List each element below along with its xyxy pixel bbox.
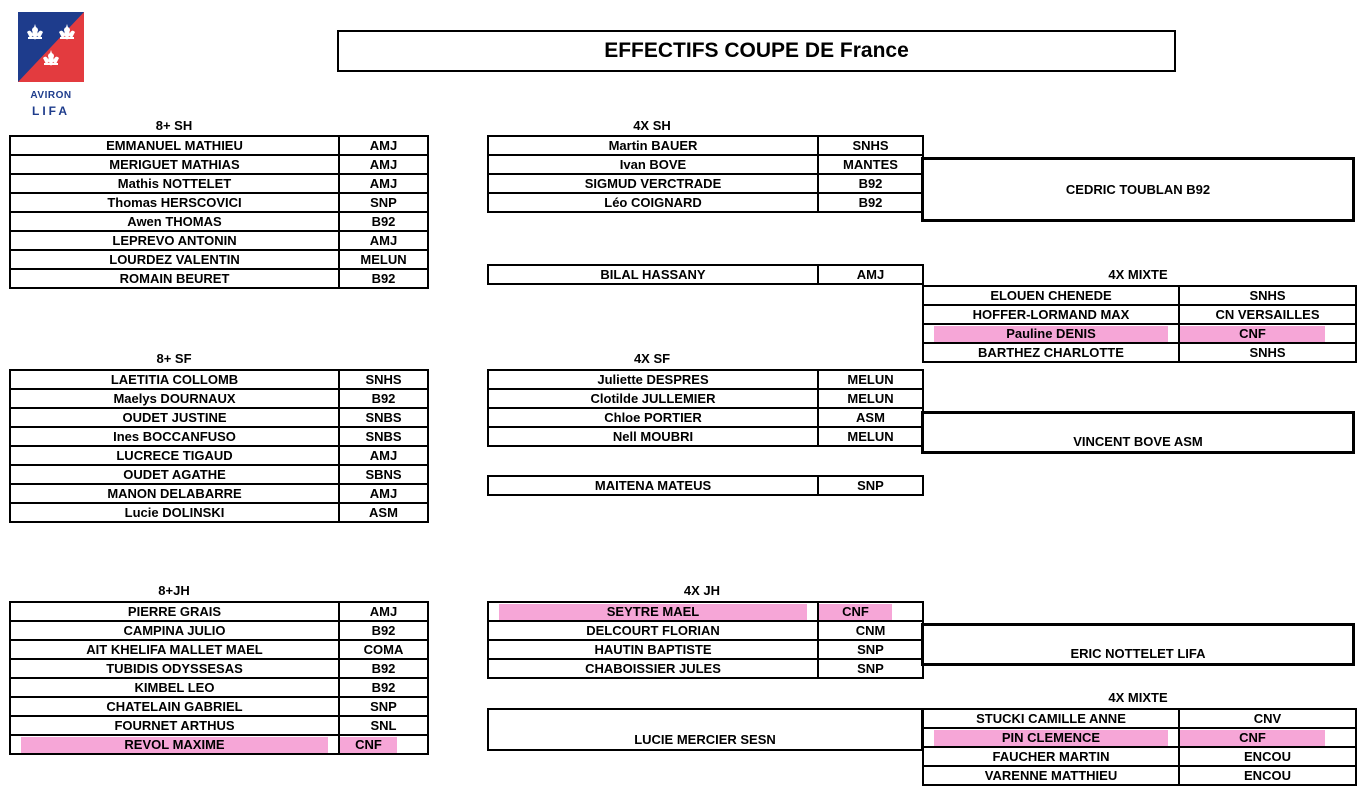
club-code-text: ASM [856,409,885,425]
table-row [10,621,428,640]
athlete-name [10,446,339,465]
athlete-name-text: Nell MOUBRI [612,428,694,444]
table-row [923,324,1356,343]
athlete-name [488,136,818,155]
athlete-name [10,716,339,735]
club-code [339,193,428,212]
table-row [923,286,1356,305]
athlete-name-text: LUCRECE TIGAUD [116,447,233,463]
club-code-text: CNF [1180,326,1325,342]
club-code-text: SNBS [365,409,402,425]
club-code-text: B92 [371,213,396,229]
club-code-text: B92 [858,194,883,210]
athlete-name [10,697,339,716]
athlete-name [923,305,1179,324]
athlete-name [10,174,339,193]
club-code-text: AMJ [369,232,398,248]
athlete-name-text: Martin BAUER [608,137,698,153]
table-8-sf [9,369,429,523]
athlete-name-text: STUCKI CAMILLE ANNE [976,710,1126,726]
coach-box-lucie: LUCIE MERCIER SESN [487,708,923,751]
club-code-text: AMJ [369,175,398,191]
club-code [1179,747,1356,766]
table-row [10,174,428,193]
athlete-name-text: Ivan BOVE [619,156,687,172]
club-code [339,136,428,155]
club-code-text: MELUN [360,251,407,267]
club-code [818,621,923,640]
athlete-name-text: SEYTRE MAEL [499,604,807,620]
athlete-name-text: Ines BOCCANFUSO [113,428,236,444]
table-row [10,735,428,754]
table-row [923,709,1356,728]
athlete-name-text: TUBIDIS ODYSSESAS [106,660,243,676]
athlete-name [10,193,339,212]
club-code [1179,286,1356,305]
club-code [339,659,428,678]
table-row [923,766,1356,785]
athlete-name-text: ELOUEN CHENEDE [990,287,1112,303]
athlete-name-text: Lucie DOLINSKI [124,504,225,520]
table-row [10,484,428,503]
club-code [818,174,923,193]
club-code-text: ENCOU [1244,767,1291,783]
club-code [339,678,428,697]
club-code: SNP [818,476,923,495]
club-code-text: SNP [857,660,884,676]
header-8-sf: 8+ SF [156,351,192,366]
table-row [10,602,428,621]
club-code-text: B92 [371,390,396,406]
athlete-name [488,408,818,427]
coach-box-eric: ERIC NOTTELET LIFA [921,623,1355,666]
club-code [818,659,923,678]
club-code [818,389,923,408]
coach-box-cedric: CEDRIC TOUBLAN B92 [921,157,1355,222]
table-4x-jh [487,601,924,679]
club-code [818,427,923,446]
club-code-text: COMA [363,641,404,657]
club-code [339,735,428,754]
athlete-name [488,193,818,212]
athlete-name-text: LAETITIA COLLOMB [110,371,239,387]
table-row [488,136,923,155]
table-row [488,174,923,193]
club-code-text: SBNS [365,466,402,482]
athlete-name-text: KIMBEL LEO [134,679,215,695]
table-4x-sf [487,369,924,447]
athlete-name [488,174,818,193]
club-code-text: B92 [371,622,396,638]
club-code [818,408,923,427]
club-code-text: MELUN [847,428,894,444]
club-code-text: SNL [370,717,397,733]
athlete-name-text: LEPREVO ANTONIN [112,232,237,248]
table-row [10,250,428,269]
club-code [339,640,428,659]
athlete-name-text: Juliette DESPRES [597,371,709,387]
club-code [1179,324,1356,343]
athlete-name [10,735,339,754]
athlete-name-text: Léo COIGNARD [604,194,702,210]
logo-text-aviron: AVIRON [30,90,72,101]
table-row [10,659,428,678]
extra-row-1 [487,264,924,285]
club-code [339,408,428,427]
athlete-name [488,427,818,446]
table-row [10,640,428,659]
club-code: AMJ [818,265,923,284]
athlete-name-text: VARENNE MATTHIEU [984,767,1118,783]
club-code-text: AMJ [369,447,398,463]
athlete-name [923,343,1179,362]
club-code-text: B92 [371,660,396,676]
club-code [339,212,428,231]
table-row [10,389,428,408]
extra-row-2 [487,475,924,496]
athlete-name-text: Awen THOMAS [127,213,222,229]
club-code-text: SNP [857,641,884,657]
club-code [1179,728,1356,747]
club-code [339,716,428,735]
header-4x-sh: 4X SH [633,118,671,133]
athlete-name-text: Pauline DENIS [934,326,1168,342]
club-code-text: CNF [1180,730,1325,746]
club-code [339,370,428,389]
table-row [10,231,428,250]
table-row [10,155,428,174]
club-code-text: CNF [340,737,397,753]
club-code [339,602,428,621]
coach-box-vincent: VINCENT BOVE ASM [921,411,1355,454]
table-row [923,747,1356,766]
page-title: EFFECTIFS COUPE DE France [337,30,1176,72]
table-row [10,427,428,446]
club-code [339,250,428,269]
athlete-name [10,136,339,155]
athlete-name-text: EMMANUEL MATHIEU [106,137,243,153]
athlete-name [10,659,339,678]
athlete-name-text: OUDET JUSTINE [122,409,227,425]
athlete-name [923,766,1179,785]
club-code [818,136,923,155]
header-4x-jh: 4X JH [683,583,721,598]
club-code-text: AMJ [369,485,398,501]
club-code [818,193,923,212]
athlete-name-text: CHABOISSIER JULES [585,660,721,676]
table-row [488,408,923,427]
club-code-text: SNBS [365,428,402,444]
table-row [488,621,923,640]
athlete-name-text: Clotilde JULLEMIER [590,390,716,406]
table-row [488,265,923,284]
header-8-jh: 8+JH [158,583,190,598]
table-row [10,193,428,212]
club-code [339,269,428,288]
club-code-text: MELUN [847,390,894,406]
club-code [339,621,428,640]
club-code-text: CN VERSAILLES [1215,306,1320,322]
athlete-name-text: HOFFER-LORMAND MAX [972,306,1130,322]
table-row [488,389,923,408]
table-row [923,305,1356,324]
club-code-text: MELUN [847,371,894,387]
table-row [10,269,428,288]
table-row [488,659,923,678]
athlete-name-text: OUDET AGATHE [123,466,226,482]
athlete-name [488,621,818,640]
table-row [488,476,923,495]
club-code-text: SNHS [1249,344,1286,360]
table-row [10,212,428,231]
club-code-text: ASM [369,504,398,520]
header-4x-mixte-1: 4X MIXTE [1108,267,1168,282]
header-8-sh: 8+ SH [155,118,193,133]
athlete-name-text: SIGMUD VERCTRADE [584,175,722,191]
table-row [10,697,428,716]
club-code-text: ENCOU [1244,748,1291,764]
table-8-sh [9,135,429,289]
athlete-name [10,465,339,484]
table-row [488,602,923,621]
athlete-name [10,155,339,174]
athlete-name [488,640,818,659]
athlete-name-text: MANON DELABARRE [107,485,242,501]
athlete-name [923,709,1179,728]
club-code [339,155,428,174]
athlete-name-text: DELCOURT FLORIAN [586,622,720,638]
club-code [339,174,428,193]
athlete-name: MAITENA MATEUS [488,476,818,495]
athlete-name-text: MERIGUET MATHIAS [109,156,240,172]
club-code-text: CNF [819,604,892,620]
club-code [818,602,923,621]
table-4x-mixte-2 [922,708,1357,786]
athlete-name-text: AIT KHELIFA MALLET MAEL [86,641,263,657]
table-row [10,716,428,735]
athlete-name-text: CHATELAIN GABRIEL [106,698,243,714]
athlete-name [488,602,818,621]
table-row [10,446,428,465]
table-row [488,155,923,174]
club-code [1179,305,1356,324]
club-code [1179,766,1356,785]
athlete-name-text: Chloe PORTIER [604,409,702,425]
logo-text-lifa: LIFA [32,104,70,118]
club-code [339,446,428,465]
table-4x-sh [487,135,924,213]
athlete-name-text: Maelys DOURNAUX [113,390,236,406]
club-code-text: SNHS [852,137,889,153]
club-code [818,370,923,389]
athlete-name [488,155,818,174]
club-code [339,427,428,446]
club-code-text: B92 [371,270,396,286]
athlete-name [10,503,339,522]
club-code [818,155,923,174]
club-code-text: CNV [1253,710,1282,726]
athlete-name-text: ROMAIN BEURET [119,270,230,286]
table-row [10,136,428,155]
header-4x-sf: 4X SF [633,351,671,366]
athlete-name-text: PIN CLEMENCE [934,730,1168,746]
athlete-name [10,231,339,250]
table-4x-mixte-1 [922,285,1357,363]
table-row [10,678,428,697]
club-code [339,465,428,484]
club-code-text: SNHS [1249,287,1286,303]
athlete-name [10,250,339,269]
athlete-name-text: CAMPINA JULIO [123,622,226,638]
athlete-name: BILAL HASSANY [488,265,818,284]
athlete-name [10,602,339,621]
athlete-name [10,370,339,389]
table-row [488,370,923,389]
athlete-name [488,370,818,389]
athlete-name [488,659,818,678]
athlete-name-text: REVOL MAXIME [21,737,328,753]
club-code [339,389,428,408]
club-code [339,484,428,503]
athlete-name [10,269,339,288]
table-row [923,343,1356,362]
athlete-name [923,747,1179,766]
athlete-name-text: HAUTIN BAPTISTE [594,641,712,657]
header-4x-mixte-2: 4X MIXTE [1108,690,1168,705]
table-row [10,370,428,389]
club-code [339,697,428,716]
club-code-text: B92 [371,679,396,695]
club-code [1179,343,1356,362]
athlete-name [10,427,339,446]
club-code-text: AMJ [369,137,398,153]
athlete-name [923,286,1179,305]
athlete-name [923,728,1179,747]
athlete-name-text: FAUCHER MARTIN [992,748,1110,764]
club-code-text: AMJ [369,603,398,619]
aviron-lifa-logo [18,12,84,82]
club-code [1179,709,1356,728]
athlete-name [10,640,339,659]
athlete-name-text: BARTHEZ CHARLOTTE [978,344,1124,360]
club-code-text: SNHS [365,371,402,387]
athlete-name-text: FOURNET ARTHUS [114,717,235,733]
table-row [10,503,428,522]
club-code [339,231,428,250]
table-8-jh [9,601,429,755]
athlete-name [10,678,339,697]
athlete-name [10,621,339,640]
club-code [818,640,923,659]
athlete-name [10,389,339,408]
athlete-name [10,484,339,503]
club-code [339,503,428,522]
club-code-text: AMJ [369,156,398,172]
club-code-text: MANTES [843,156,898,172]
club-code-text: CNM [855,622,886,638]
athlete-name-text: LOURDEZ VALENTIN [109,251,240,267]
table-row [10,408,428,427]
athlete-name-text: Thomas HERSCOVICI [107,194,242,210]
table-row [488,427,923,446]
club-code-text: SNP [370,698,397,714]
club-code-text: B92 [858,175,883,191]
athlete-name [488,389,818,408]
athlete-name [923,324,1179,343]
table-row [923,728,1356,747]
athlete-name [10,408,339,427]
athlete-name-text: PIERRE GRAIS [127,603,222,619]
athlete-name [10,212,339,231]
athlete-name-text: Mathis NOTTELET [117,175,232,191]
table-row [10,465,428,484]
table-row [488,193,923,212]
table-row [488,640,923,659]
club-code-text: SNP [370,194,397,210]
